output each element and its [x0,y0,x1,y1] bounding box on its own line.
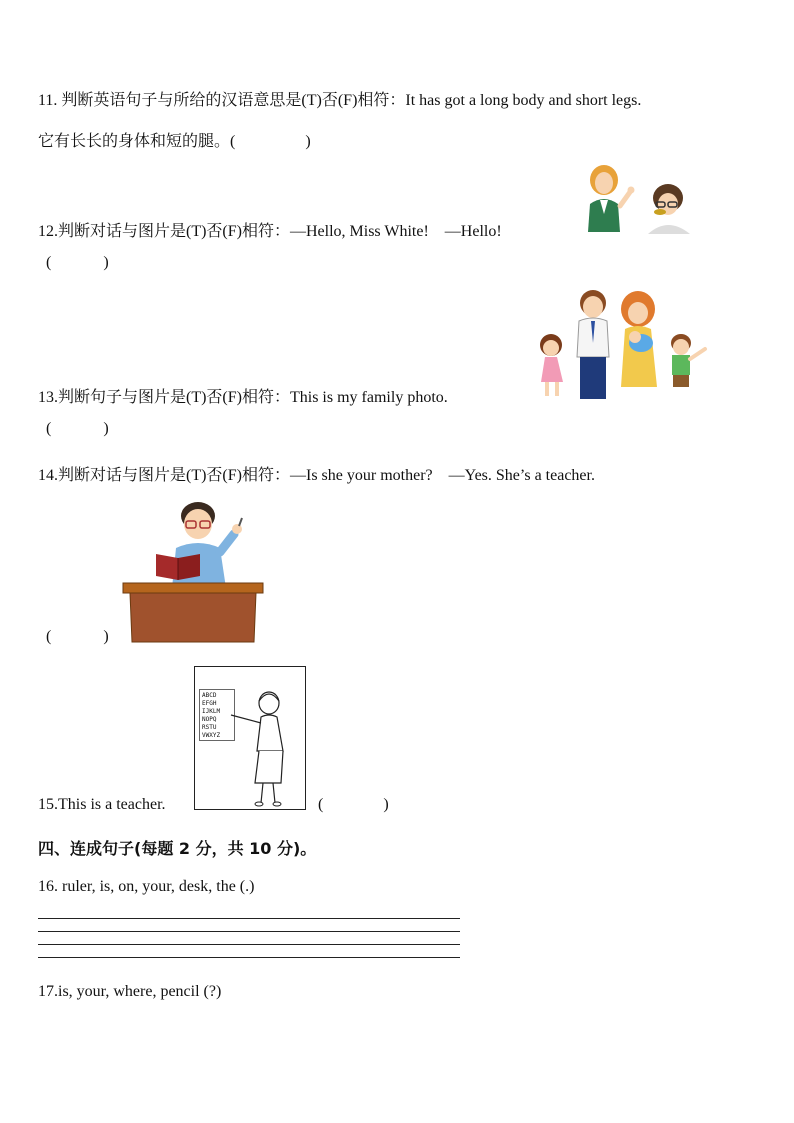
q15-teacher-figure [225,687,305,809]
q15-prompt: 15.This is a teacher. [38,796,166,813]
q13-family-illustration [533,287,713,402]
q12-prompt: 12.判断对话与图片是(T)否(F)相符：—Hello, Miss White! —Hello! [38,223,502,240]
board-line: VWXYZ [202,732,221,739]
board-line: RSTU [202,724,217,731]
q12-answer-close: ) [103,254,109,271]
q11-line2 [38,128,311,151]
q12-answer-blank[interactable] [46,254,109,272]
q11-line2-text: 它有长长的身体和短的腿。( [38,133,236,150]
q17-prompt: 17.is, your, where, pencil (?) [38,983,222,1000]
q13-answer-blank[interactable] [46,420,109,438]
q12-answer-open: ( [46,254,52,271]
q16-answer-line-4[interactable] [38,957,460,958]
q14-answer-close: ) [103,628,109,645]
board-line: IJKLM [202,708,221,715]
q16-answer-line-3[interactable] [38,944,460,945]
q13-answer-close: ) [103,420,109,437]
q11-line1: 11. 判断英语句子与所给的汉语意思是(T)否(F)相符：It has got a long body and short legs. [38,92,642,109]
section-4-heading: 四、连成句子(每题 2 分，共 10 分)。 [38,839,317,858]
q13-prompt: 13.判断句子与图片是(T)否(F)相符：This is my family photo. [38,389,448,406]
board-line: EFGH [202,700,217,707]
board-line: NOPQ [202,716,217,723]
q14-teacher-at-desk-illustration [120,496,266,646]
q14-answer-open: ( [46,628,52,645]
q13-answer-open: ( [46,420,52,437]
q11-answer-close: ) [305,133,311,150]
q15-answer-open: ( [318,796,324,813]
board-line: ABCD [202,692,217,699]
q16-answer-line-1[interactable] [38,918,460,919]
q14-prompt: 14.判断对话与图片是(T)否(F)相符：—Is she your mother? —Yes. She’s a teacher. [38,467,595,484]
q16-answer-line-2[interactable] [38,931,460,932]
q15-teacher-at-board-picture [194,666,306,810]
q14-answer-blank[interactable] [46,628,109,646]
q15-answer-close: ) [383,796,389,813]
q15-answer-blank[interactable] [318,796,389,814]
q16-prompt: 16. ruler, is, on, your, desk, the (.) [38,878,255,895]
q12-greeting-illustration [580,162,700,234]
